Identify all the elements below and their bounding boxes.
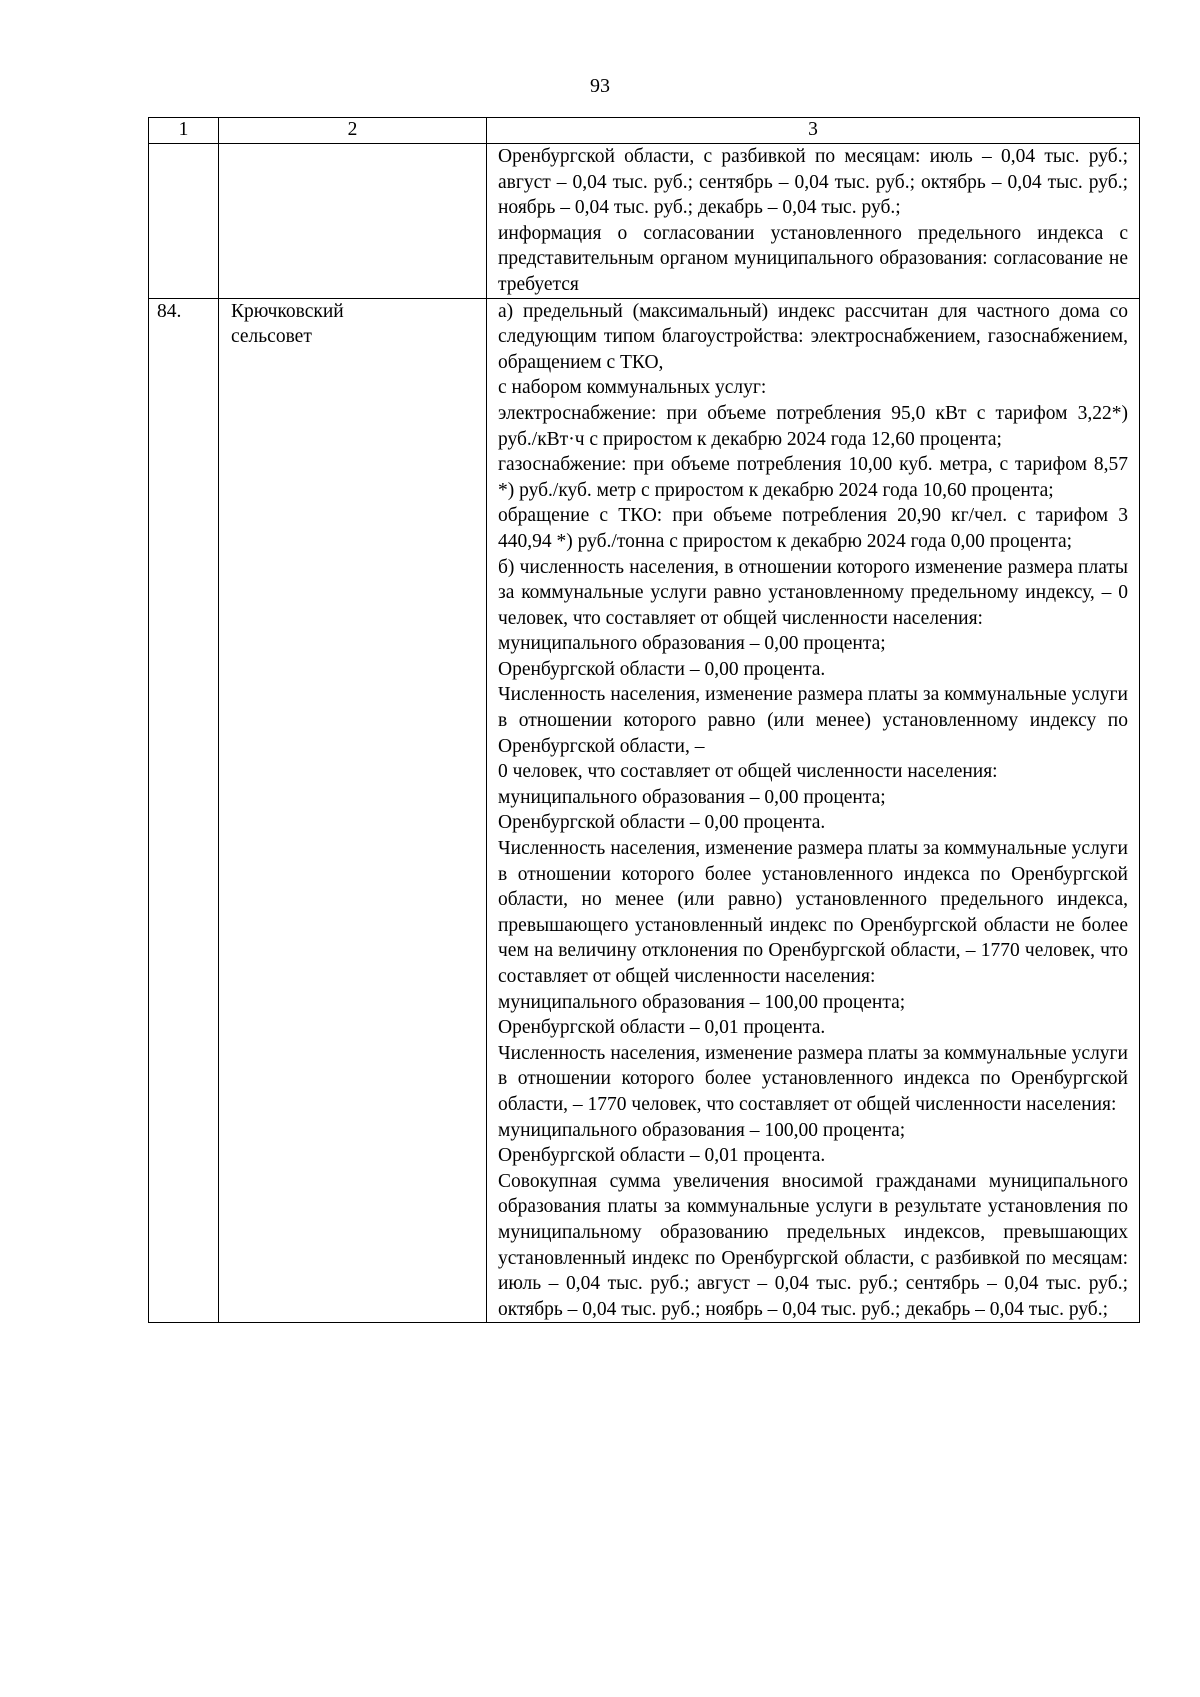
paragraph: Оренбургской области – 0,01 процента. — [498, 1017, 826, 1039]
table-row-84 — [149, 298, 1140, 1323]
continuation-name-cell — [219, 144, 487, 299]
paragraph: Оренбургской области – 0,00 процента. — [498, 812, 826, 834]
paragraph: муниципального образования – 0,00 процента; — [498, 786, 886, 808]
paragraph: Оренбургской области – 0,01 процента. — [498, 1145, 826, 1167]
column-header-3: 3 — [487, 118, 1140, 144]
paragraph: Оренбургской области, с разбивкой по месяцам: июль – 0,04 тыс. руб.; август – 0,04 тыс. руб.; сентябрь – 0,04 тыс. руб.; октябрь – 0,04 тыс. руб.; ноябрь – 0,04 тыс. руб.; декабрь – 0,04 тыс. руб.; — [498, 146, 1128, 219]
paragraph: муниципального образования – 100,00 процента; — [498, 1119, 906, 1141]
paragraph: электроснабжение: при объеме потребления 95,0 кВт с тарифом 3,22*) руб./кВт·ч с приростом к декабрю 2024 года 12,60 процента; — [498, 402, 1128, 450]
paragraph: муниципального образования – 100,00 процента; — [498, 991, 906, 1013]
row-number: 84. — [149, 298, 219, 1323]
paragraph: б) численность населения, в отношении которого изменение размера платы за коммунальные услуги равно установленному предельному индексу, – 0 человек, что составляет от общей численности населения: — [498, 556, 1128, 629]
paragraph: информация о согласовании установленного предельного индекса с представительным органом муниципального образования: согласование не требуется — [498, 222, 1128, 295]
paragraph: а) предельный (максимальный) индекс рассчитан для частного дома со следующим типом благоустройства: электроснабжением, газоснабжением, обращением с ТКО, — [498, 300, 1128, 373]
column-header-2: 2 — [219, 118, 487, 144]
row-text-cell — [487, 298, 1140, 1323]
municipality-name-line: Крючковский — [231, 300, 344, 322]
page-number: 93 — [590, 75, 610, 97]
municipality-name-line: сельсовет — [231, 326, 312, 348]
continuation-number-cell — [149, 144, 219, 299]
paragraph: газоснабжение: при объеме потребления 10,00 куб. метра, с тарифом 8,57 *) руб./куб. метр с приростом к декабрю 2024 года 10,60 процента; — [498, 454, 1128, 501]
paragraph: 0 человек, что составляет от общей численности населения: — [498, 761, 998, 783]
continuation-row — [149, 144, 1140, 299]
paragraph: Численность населения, изменение размера платы за коммунальные услуги в отношении которого более установленного индекса по Оренбургской области, но менее (или равно) установленного предельного индекса, превышающего установленный индекс по Оренбургской области не более чем на величину отклонения по Оренбургской области, – 1770 человек, что составляет от общей численности населения: — [498, 838, 1128, 987]
paragraph: Совокупная сумма увеличения вносимой гражданами муниципального образования платы за коммунальные услуги в результате установления по муниципальному образованию предельных индексов, превышающих установленный индекс по Оренбургской области, с разбивкой по месяцам: июль – 0,04 тыс. руб.; август – 0,04 тыс. руб.; сентябрь – 0,04 тыс. руб.; октябрь – 0,04 тыс. руб.; ноябрь – 0,04 тыс. руб.; декабрь – 0,04 тыс. руб.; — [498, 1170, 1128, 1320]
municipality-name — [219, 298, 487, 1323]
paragraph: Оренбургской области – 0,00 процента. — [498, 658, 826, 680]
paragraph: Численность населения, изменение размера платы за коммунальные услуги в отношении которого более установленного индекса по Оренбургской области, – 1770 человек, что составляет от общей численности населения: — [498, 1042, 1128, 1115]
column-header-1: 1 — [149, 118, 219, 144]
paragraph: муниципального образования – 0,00 процента; — [498, 633, 886, 655]
table-header-row — [149, 118, 1140, 144]
continuation-text-cell — [487, 144, 1140, 299]
indices-table — [148, 117, 1140, 1323]
paragraph: обращение с ТКО: при объеме потребления 20,90 кг/чел. с тарифом 3 440,94 *) руб./тонна с приростом к декабрю 2024 года 0,00 процента; — [498, 505, 1128, 552]
paragraph: с набором коммунальных услуг: — [498, 377, 767, 399]
paragraph: Численность населения, изменение размера платы за коммунальные услуги в отношении которого равно (или менее) установленному индексу по Оренбургской области, – — [498, 684, 1128, 757]
